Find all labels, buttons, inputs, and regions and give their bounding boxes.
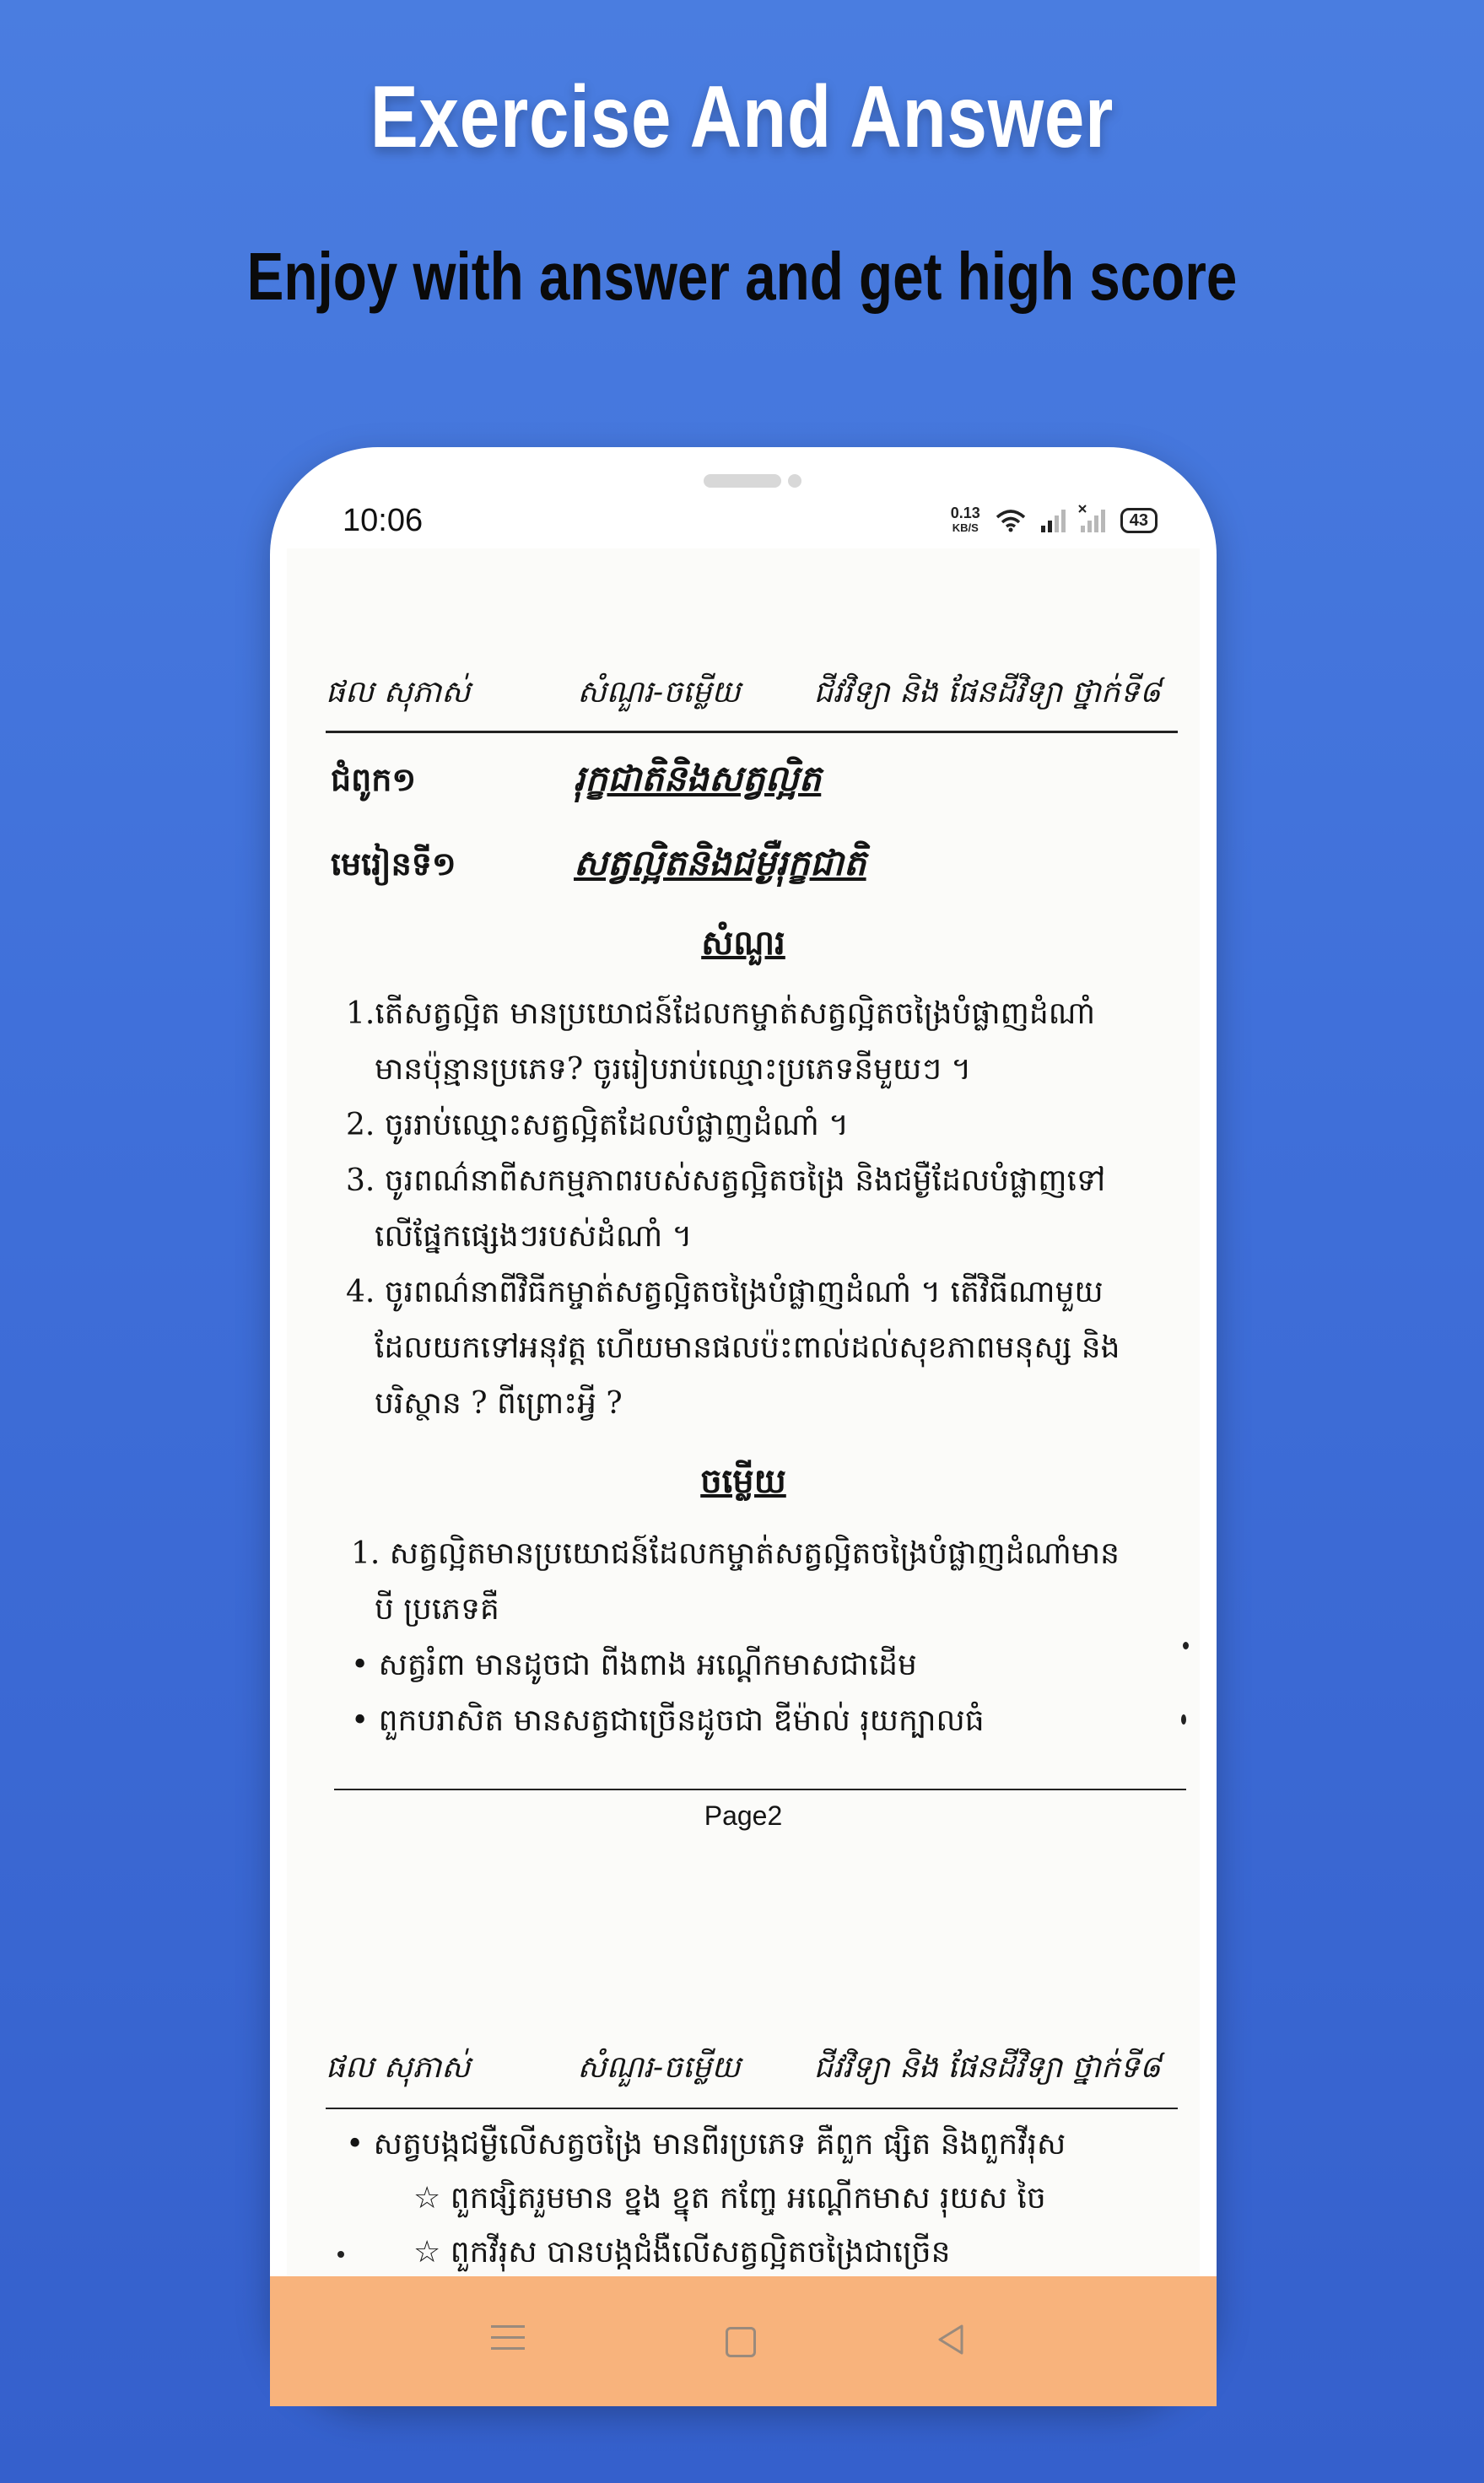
net-speed-unit: KB/S bbox=[952, 521, 979, 534]
answer-line: • ពួកបរាសិត មានសត្វជាច្រើនដូចជា ឌីម៉ាល់ រុយក្បាលធំ bbox=[351, 1703, 985, 1738]
page-header bbox=[326, 2033, 1161, 2092]
chapter-title: រុក្ខជាតិនិងសត្វល្អិត bbox=[574, 758, 822, 799]
chapter-label: ជំពូក១ bbox=[331, 760, 417, 798]
header-rule bbox=[326, 731, 1178, 733]
answer-line: • សត្វរំពា មានដូចជា ពីងពាង អណ្តើកមាសជាដើម bbox=[351, 1648, 917, 1682]
navigation-bar bbox=[270, 2276, 1217, 2406]
scan-speck bbox=[1181, 1714, 1186, 1725]
scan-speck bbox=[1183, 1642, 1189, 1649]
questions-heading: សំណួរ bbox=[701, 923, 785, 963]
question-line: ដែលយកទៅអនុវត្ត ហើយមានផលប៉ះពាល់ដល់សុខភាពមនុស្ស និង bbox=[375, 1331, 1120, 1365]
status-bar bbox=[331, 498, 1158, 548]
answer-line: 1. សត្វល្អិតមានប្រយោជន៍ដែលកម្ចាត់សត្វល្អិតចង្រៃបំផ្លាញដំណាំមាន bbox=[351, 1536, 1120, 1571]
phone-speaker bbox=[704, 474, 781, 488]
footer-rule bbox=[334, 1789, 1186, 1790]
signal-no-service-icon bbox=[1081, 509, 1105, 532]
net-speed bbox=[951, 506, 980, 535]
hero-subtitle: Enjoy with answer and get high score bbox=[246, 239, 1238, 314]
header-center: សំណួរ-ចម្លើយ bbox=[577, 675, 741, 710]
wifi-icon bbox=[996, 509, 1026, 532]
scan-speck bbox=[337, 2251, 344, 2258]
header-center: សំណួរ-ចម្លើយ bbox=[577, 2050, 741, 2085]
header-subject: ជីវវិទ្យា និង ផែនដីវិទ្យា ថ្នាក់ទី៨ bbox=[813, 675, 1161, 710]
question-line: 3. ចូរពណ៌នាពីសកម្មភាពរបស់សត្វល្អិតចង្រៃ និងជម្ងឺដែលបំផ្លាញទៅ bbox=[346, 1163, 1106, 1198]
battery-icon: 43 bbox=[1120, 508, 1158, 533]
signal-icon bbox=[1041, 509, 1066, 532]
page-header bbox=[326, 658, 1161, 717]
answer-line: ☆ ពួកវីរុស បានបង្កជំងឺលើសត្វល្អិតចង្រៃជាច្រើន bbox=[413, 2235, 951, 2270]
answer-line: បី ប្រភេទគឺ bbox=[375, 1592, 499, 1627]
answer-line: ☆ ពួកផ្សិតរួមមាន ខ្នង ខ្នុត កញ្ចែ អណ្តើកមាស រុយស ចៃ bbox=[413, 2181, 1046, 2216]
document-page[interactable] bbox=[287, 548, 1200, 2303]
header-author: ផល សុភាស់ bbox=[326, 2050, 471, 2085]
header-subject: ជីវវិទ្យា និង ផែនដីវិទ្យា ថ្នាក់ទី៨ bbox=[813, 2050, 1161, 2085]
header-rule bbox=[326, 2108, 1178, 2109]
lesson-title: សត្វល្អិតនិងជម្ងឺរុក្ខជាតិ bbox=[574, 842, 866, 883]
question-line: 2. ចូររាប់ឈ្មោះសត្វល្អិតដែលបំផ្លាញដំណាំ ។ bbox=[346, 1108, 850, 1142]
phone-frame bbox=[270, 447, 1217, 2406]
answers-heading: ចម្លើយ bbox=[700, 1461, 786, 1501]
question-line: 1.តើសត្វល្អិត មានប្រយោជន៍ដែលកម្ចាត់សត្វល្អិតចង្រៃបំផ្លាញដំណាំ bbox=[346, 996, 1096, 1031]
menu-icon[interactable] bbox=[491, 2325, 525, 2358]
net-speed-value: 0.13 bbox=[950, 505, 980, 521]
home-icon[interactable] bbox=[726, 2327, 756, 2357]
question-line: 4. ចូរពណ៌នាពីវិធីកម្ចាត់សត្វល្អិតចង្រៃបំផ្លាញដំណាំ ។ តើវិធីណាមួយ bbox=[346, 1275, 1104, 1309]
back-icon[interactable] bbox=[936, 2324, 965, 2356]
question-line: លើផ្នែកផ្សេងៗរបស់ដំណាំ ។ bbox=[375, 1219, 693, 1254]
status-icons bbox=[951, 506, 1158, 535]
question-line: បរិស្ថាន ? ពីព្រោះអ្វី ? bbox=[375, 1386, 623, 1421]
page-number: Page2 bbox=[704, 1800, 783, 1831]
status-time: 10:06 bbox=[343, 503, 424, 538]
lesson-label: មេរៀនទី១ bbox=[331, 845, 456, 883]
answer-line: • សត្វបង្កជម្ងឺលើសត្វចង្រៃ មានពីរប្រភេទ គឺពួក ផ្សិត និងពួកវីរុស bbox=[346, 2127, 1066, 2162]
phone-camera bbox=[788, 474, 801, 488]
hero-title: Exercise And Answer bbox=[370, 68, 1114, 166]
question-line: មានប៉ុន្មានប្រភេទ? ចូររៀបរាប់ឈ្មោះប្រភេទនីមួយៗ ។ bbox=[375, 1052, 972, 1087]
header-author: ផល សុភាស់ bbox=[326, 675, 471, 710]
